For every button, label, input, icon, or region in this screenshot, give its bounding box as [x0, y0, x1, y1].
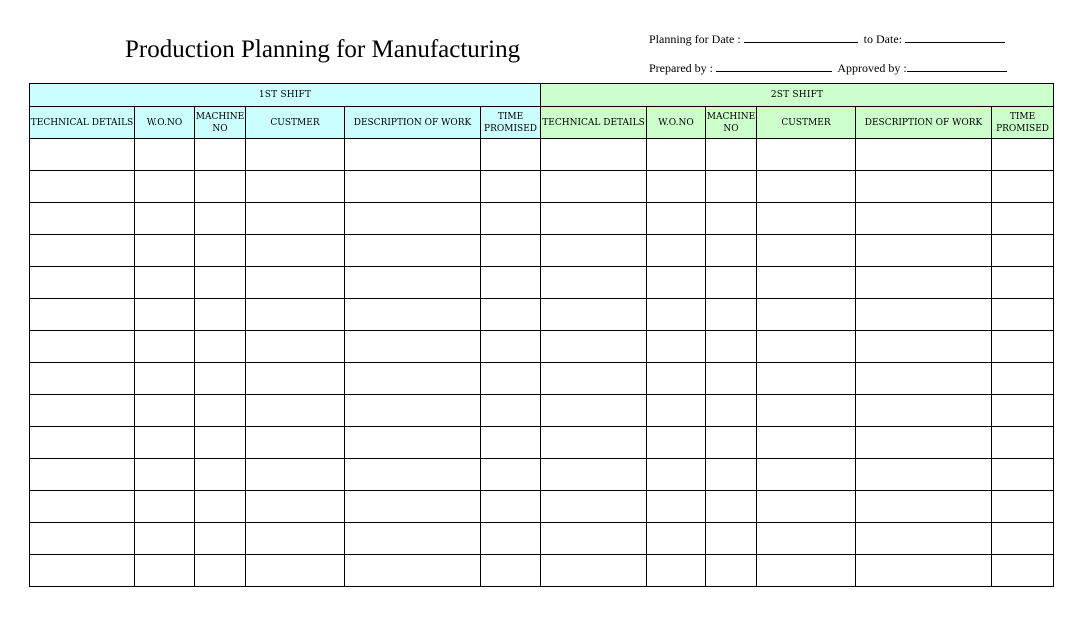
- table-cell[interactable]: [135, 395, 195, 427]
- table-cell[interactable]: [195, 235, 246, 267]
- table-cell[interactable]: [856, 171, 992, 203]
- table-cell[interactable]: [647, 523, 706, 555]
- table-row: [30, 427, 1054, 459]
- table-cell[interactable]: [647, 203, 706, 235]
- table-cell[interactable]: [706, 331, 757, 363]
- table-cell[interactable]: [856, 139, 992, 171]
- table-row: [30, 331, 1054, 363]
- shift2-col-time-promised: TIME PROMISED: [992, 107, 1054, 139]
- table-cell[interactable]: [135, 139, 195, 171]
- table-cell[interactable]: [345, 555, 481, 587]
- table-cell[interactable]: [481, 363, 541, 395]
- table-cell[interactable]: [647, 395, 706, 427]
- planning-table: [29, 83, 1054, 587]
- table-cell[interactable]: [757, 363, 856, 395]
- table-cell[interactable]: [481, 139, 541, 171]
- table-cell[interactable]: [30, 139, 135, 171]
- approved-by-field[interactable]: [907, 59, 1007, 72]
- table-cell[interactable]: [246, 427, 345, 459]
- table-cell[interactable]: [345, 459, 481, 491]
- table-cell[interactable]: [345, 523, 481, 555]
- table-row: [30, 523, 1054, 555]
- table-cell[interactable]: [992, 427, 1054, 459]
- table-cell[interactable]: [195, 203, 246, 235]
- table-cell[interactable]: [246, 235, 345, 267]
- table-cell[interactable]: [246, 171, 345, 203]
- table-cell[interactable]: [345, 395, 481, 427]
- table-cell[interactable]: [856, 235, 992, 267]
- table-cell[interactable]: [706, 363, 757, 395]
- table-cell[interactable]: [757, 235, 856, 267]
- table-cell[interactable]: [345, 363, 481, 395]
- table-cell[interactable]: [647, 363, 706, 395]
- table-cell[interactable]: [992, 171, 1054, 203]
- table-cell[interactable]: [647, 299, 706, 331]
- table-cell[interactable]: [992, 395, 1054, 427]
- table-cell[interactable]: [856, 555, 992, 587]
- table-cell[interactable]: [195, 171, 246, 203]
- table-row: [30, 171, 1054, 203]
- table-cell[interactable]: [481, 523, 541, 555]
- table-cell[interactable]: [135, 331, 195, 363]
- table-cell[interactable]: [757, 139, 856, 171]
- table-cell[interactable]: [706, 395, 757, 427]
- table-cell[interactable]: [135, 459, 195, 491]
- shift1-col-machine-no: MACHINE NO: [195, 107, 246, 139]
- table-cell[interactable]: [706, 139, 757, 171]
- table-row: [30, 491, 1054, 523]
- approval-line: [649, 59, 1010, 76]
- table-cell[interactable]: [481, 459, 541, 491]
- table-cell[interactable]: [135, 523, 195, 555]
- table-cell[interactable]: [541, 299, 647, 331]
- table-cell[interactable]: [135, 267, 195, 299]
- table-cell[interactable]: [706, 555, 757, 587]
- table-cell[interactable]: [246, 555, 345, 587]
- table-cell[interactable]: [992, 203, 1054, 235]
- table-cell[interactable]: [541, 171, 647, 203]
- table-cell[interactable]: [135, 171, 195, 203]
- table-cell[interactable]: [195, 555, 246, 587]
- table-cell[interactable]: [481, 171, 541, 203]
- table-cell[interactable]: [706, 459, 757, 491]
- table-cell[interactable]: [481, 331, 541, 363]
- table-cell[interactable]: [481, 235, 541, 267]
- shift2-col-customer: CUSTMER: [757, 107, 856, 139]
- table-cell[interactable]: [647, 267, 706, 299]
- table-cell[interactable]: [135, 363, 195, 395]
- table-cell[interactable]: [706, 267, 757, 299]
- table-cell[interactable]: [246, 299, 345, 331]
- page-title: Production Planning for Manufacturing: [125, 36, 521, 63]
- table-cell[interactable]: [856, 267, 992, 299]
- table-cell[interactable]: [481, 555, 541, 587]
- table-cell[interactable]: [647, 459, 706, 491]
- shift2-col-technical-details: TECHNICAL DETAILS: [541, 107, 647, 139]
- planning-date-field[interactable]: [744, 30, 858, 43]
- table-cell[interactable]: [135, 555, 195, 587]
- table-row: [30, 267, 1054, 299]
- table-cell[interactable]: [195, 491, 246, 523]
- shift1-col-description-of-work: DESCRIPTION OF WORK: [345, 107, 481, 139]
- table-cell[interactable]: [541, 523, 647, 555]
- table-cell[interactable]: [541, 459, 647, 491]
- table-cell[interactable]: [706, 171, 757, 203]
- table-cell[interactable]: [856, 331, 992, 363]
- table-cell[interactable]: [541, 331, 647, 363]
- table-cell[interactable]: [345, 267, 481, 299]
- table-cell[interactable]: [647, 235, 706, 267]
- table-cell[interactable]: [30, 235, 135, 267]
- table-cell[interactable]: [541, 203, 647, 235]
- table-cell[interactable]: [30, 299, 135, 331]
- table-cell[interactable]: [856, 395, 992, 427]
- table-cell[interactable]: [345, 331, 481, 363]
- table-cell[interactable]: [246, 395, 345, 427]
- table-cell[interactable]: [856, 427, 992, 459]
- table-cell[interactable]: [30, 427, 135, 459]
- table-cell[interactable]: [856, 459, 992, 491]
- shift1-col-time-promised: TIME PROMISED: [481, 107, 541, 139]
- table-cell[interactable]: [706, 491, 757, 523]
- shift1-col-technical-details: TECHNICAL DETAILS: [30, 107, 135, 139]
- table-cell[interactable]: [345, 427, 481, 459]
- table-cell[interactable]: [856, 299, 992, 331]
- table-cell[interactable]: [30, 267, 135, 299]
- table-row: [30, 555, 1054, 587]
- table-cell[interactable]: [30, 459, 135, 491]
- table-cell[interactable]: [30, 203, 135, 235]
- table-cell[interactable]: [992, 363, 1054, 395]
- table-cell[interactable]: [195, 299, 246, 331]
- table-cell[interactable]: [706, 299, 757, 331]
- table-cell[interactable]: [757, 523, 856, 555]
- shift-1-header: 1ST SHIFT: [30, 84, 541, 107]
- table-cell[interactable]: [992, 299, 1054, 331]
- table-cell[interactable]: [246, 203, 345, 235]
- table-cell[interactable]: [992, 491, 1054, 523]
- table-cell[interactable]: [246, 523, 345, 555]
- table-cell[interactable]: [195, 363, 246, 395]
- table-cell[interactable]: [195, 427, 246, 459]
- table-cell[interactable]: [757, 331, 856, 363]
- table-cell[interactable]: [195, 139, 246, 171]
- table-cell[interactable]: [541, 395, 647, 427]
- table-cell[interactable]: [856, 523, 992, 555]
- table-cell[interactable]: [706, 203, 757, 235]
- table-row: [30, 395, 1054, 427]
- planning-date-line: [649, 30, 1008, 47]
- table-cell[interactable]: [647, 171, 706, 203]
- table-cell[interactable]: [195, 395, 246, 427]
- table-cell[interactable]: [856, 363, 992, 395]
- table-cell[interactable]: [30, 523, 135, 555]
- table-row: [30, 139, 1054, 171]
- table-cell[interactable]: [757, 491, 856, 523]
- table-cell[interactable]: [246, 459, 345, 491]
- table-cell[interactable]: [647, 491, 706, 523]
- table-cell[interactable]: [757, 171, 856, 203]
- table-cell[interactable]: [481, 299, 541, 331]
- approved-by-label: Approved by :: [837, 61, 907, 75]
- table-cell[interactable]: [992, 331, 1054, 363]
- table-cell[interactable]: [992, 267, 1054, 299]
- table-cell[interactable]: [345, 171, 481, 203]
- table-cell[interactable]: [195, 267, 246, 299]
- table-cell[interactable]: [757, 555, 856, 587]
- table-cell[interactable]: [757, 395, 856, 427]
- table-cell[interactable]: [30, 395, 135, 427]
- table-cell[interactable]: [706, 523, 757, 555]
- table-cell[interactable]: [647, 427, 706, 459]
- table-cell[interactable]: [345, 299, 481, 331]
- table-cell[interactable]: [345, 203, 481, 235]
- table-row: [30, 203, 1054, 235]
- table-cell[interactable]: [992, 555, 1054, 587]
- table-row: [30, 299, 1054, 331]
- table-cell[interactable]: [481, 203, 541, 235]
- table-cell[interactable]: [246, 331, 345, 363]
- table-cell[interactable]: [541, 235, 647, 267]
- table-cell[interactable]: [992, 459, 1054, 491]
- shift2-col-machine-no: MACHINE NO: [706, 107, 757, 139]
- table-cell[interactable]: [246, 139, 345, 171]
- table-cell[interactable]: [757, 203, 856, 235]
- table-cell[interactable]: [481, 427, 541, 459]
- table-cell[interactable]: [195, 331, 246, 363]
- table-cell[interactable]: [481, 267, 541, 299]
- table-cell[interactable]: [345, 235, 481, 267]
- table-cell[interactable]: [481, 395, 541, 427]
- table-cell[interactable]: [992, 235, 1054, 267]
- table-cell[interactable]: [135, 491, 195, 523]
- to-date-label: to Date:: [863, 32, 902, 46]
- to-date-field[interactable]: [905, 30, 1005, 43]
- table-row: [30, 235, 1054, 267]
- table-cell[interactable]: [706, 427, 757, 459]
- table-cell[interactable]: [541, 427, 647, 459]
- table-cell[interactable]: [757, 267, 856, 299]
- shift2-col-wo-no: W.O.NO: [647, 107, 706, 139]
- table-cell[interactable]: [647, 139, 706, 171]
- table-cell[interactable]: [647, 331, 706, 363]
- table-cell[interactable]: [135, 235, 195, 267]
- table-cell[interactable]: [992, 523, 1054, 555]
- table-cell[interactable]: [856, 491, 992, 523]
- table-cell[interactable]: [757, 459, 856, 491]
- table-cell[interactable]: [30, 363, 135, 395]
- table-cell[interactable]: [992, 139, 1054, 171]
- planning-date-label: Planning for Date :: [649, 32, 741, 46]
- table-cell[interactable]: [856, 203, 992, 235]
- table-cell[interactable]: [757, 427, 856, 459]
- shift1-col-customer: CUSTMER: [246, 107, 345, 139]
- table-cell[interactable]: [246, 363, 345, 395]
- table-cell[interactable]: [541, 491, 647, 523]
- table-row: [30, 459, 1054, 491]
- table-row: [30, 363, 1054, 395]
- table-cell[interactable]: [246, 491, 345, 523]
- table-cell[interactable]: [30, 331, 135, 363]
- table-cell[interactable]: [30, 491, 135, 523]
- table-cell[interactable]: [345, 139, 481, 171]
- table-cell[interactable]: [647, 555, 706, 587]
- table-cell[interactable]: [706, 235, 757, 267]
- table-cell[interactable]: [135, 203, 195, 235]
- table-cell[interactable]: [195, 523, 246, 555]
- shift-2-header: 2ST SHIFT: [541, 84, 1054, 107]
- table-cell[interactable]: [481, 491, 541, 523]
- table-cell[interactable]: [135, 427, 195, 459]
- table-cell[interactable]: [135, 299, 195, 331]
- table-cell[interactable]: [541, 555, 647, 587]
- table-cell[interactable]: [246, 267, 345, 299]
- shift1-col-wo-no: W.O.NO: [135, 107, 195, 139]
- prepared-by-field[interactable]: [716, 59, 832, 72]
- table-cell[interactable]: [195, 459, 246, 491]
- table-cell[interactable]: [541, 363, 647, 395]
- table-cell[interactable]: [541, 139, 647, 171]
- table-cell[interactable]: [757, 299, 856, 331]
- table-cell[interactable]: [345, 491, 481, 523]
- shift2-col-description-of-work: DESCRIPTION OF WORK: [856, 107, 992, 139]
- table-cell[interactable]: [30, 171, 135, 203]
- table-cell[interactable]: [541, 267, 647, 299]
- table-cell[interactable]: [30, 555, 135, 587]
- prepared-by-label: Prepared by :: [649, 61, 713, 75]
